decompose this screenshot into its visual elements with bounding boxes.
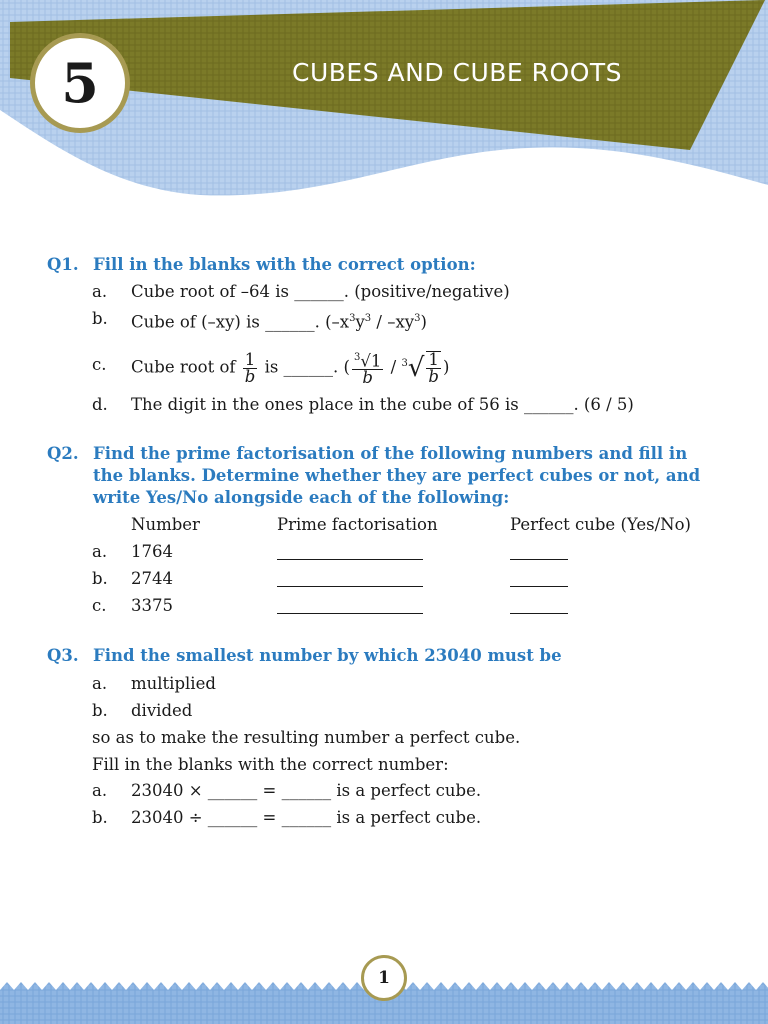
q2-blank-perfect[interactable] [510,599,568,614]
q1d-label: d. [92,395,108,414]
page-number-badge: 1 [361,955,407,1001]
fraction-root-of-1-over-b: $\frac{1}{b}$ [428,350,439,386]
q3b-text: divided [131,701,193,720]
q2-blank-perfect[interactable] [510,545,568,560]
q3-title: Find the smallest number by which 23040 must be [93,646,562,665]
q2-row-number: 1764 [131,542,173,561]
q3-fill-b-text[interactable]: 23040 ÷ ______ = ______ is a perfect cube. [131,808,482,827]
q1d-text: The digit in the ones place in the cube of 56 is ______. (6 / 5) [131,395,634,414]
q2-number: Q2. [47,444,79,463]
q2-blank-prime[interactable] [277,572,423,587]
fraction-cuberoot1-over-b: $\frac{^3√1}{b}$ [353,351,382,388]
q1-heading [47,254,703,276]
q2-row-label: c. [92,596,107,615]
q3-line1: so as to make the resulting number a perfect cube. [92,728,521,747]
q2-title: Find the prime factorisation of the following numbers and fill in the blanks. Determine whether they are perfect cubes or not, and write Yes/No alongside each of the following: [93,444,701,507]
q1c-label: c. [92,355,107,374]
q1-title: Fill in the blanks with the correct option: [93,255,476,274]
q3a-text: multiplied [131,674,216,693]
q3-number: Q3. [47,646,79,665]
q1c-text: Cube root of $\frac{1}{b}$ is ______. ( $\frac{^3√1}{b}$ / $^3$√ $\frac{1}{b}$ ) [131,349,450,388]
q1a-text: Cube root of –64 is ______. (positive/negative) [131,282,510,301]
q3-line2: Fill in the blanks with the correct number: [92,755,449,774]
fraction-1-over-b: $\frac{1}{b}$ [244,349,256,386]
q3-fill-a-label: a. [92,781,108,800]
q2-row-number: 3375 [131,596,173,615]
q2-blank-prime[interactable] [277,545,423,560]
q1-number: Q1. [47,255,79,274]
chapter-number-badge: 5 [30,33,130,133]
q2-col-perfect: Perfect cube (Yes/No) [510,515,691,534]
q2-blank-perfect[interactable] [510,572,568,587]
q2-row-label: a. [92,542,108,561]
q3-fill-b-label: b. [92,808,108,827]
q3-heading [47,645,703,667]
q1b-label: b. [92,309,108,328]
q2-heading [47,443,703,509]
q2-row-number: 2744 [131,569,173,588]
q1a-label: a. [92,282,108,301]
q3a-label: a. [92,674,108,693]
q3b-label: b. [92,701,108,720]
q3-fill-a-text[interactable]: 23040 × ______ = ______ is a perfect cube. [131,781,482,800]
q1b-text: Cube of (–xy) is ______. $(-x^3y^3 / -xy^3)$ [131,312,427,332]
q2-row-label: b. [92,569,108,588]
q2-col-number: Number [131,515,200,534]
q2-col-prime: Prime factorisation [277,515,438,534]
q2-blank-prime[interactable] [277,599,423,614]
chapter-title: CUBES AND CUBE ROOTS [292,58,623,87]
